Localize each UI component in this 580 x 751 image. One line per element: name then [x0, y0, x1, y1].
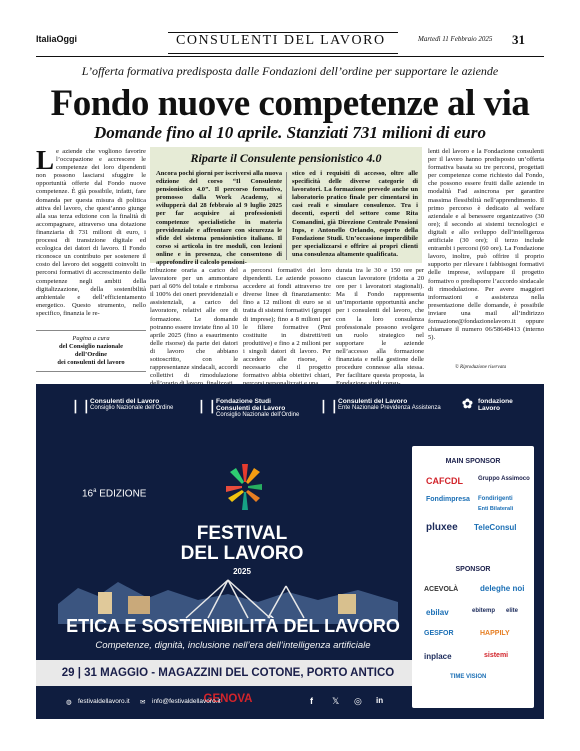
pull-quote-line-2: del Consiglio nazionale: [59, 343, 123, 350]
header-rule: [36, 56, 544, 57]
edition-word: EDIZIONE: [96, 488, 147, 500]
logo-2-sub: Consiglio Nazionale dell’Ordine: [216, 412, 300, 418]
sponsor-fondimpresa: Fondimpresa: [426, 496, 470, 503]
issue-date: Martedì 11 Febbraio 2025: [418, 35, 493, 43]
facebook-icon[interactable]: f: [310, 696, 313, 706]
edition-suffix: a: [93, 488, 97, 494]
festival-email[interactable]: info@festivaldellavoro.it: [152, 698, 221, 705]
newspaper-brand: ItaliaOggi: [36, 34, 78, 44]
edition-label: [82, 488, 146, 499]
festival-star-logo-icon: [220, 458, 270, 516]
festival-slogan: ETICA E SOSTENIBILITÀ DEL LAVORO: [66, 616, 400, 636]
festival-city: GENOVA: [203, 693, 253, 705]
logo-enpacl: [338, 398, 441, 412]
pull-quote-line-3: dell’Ordine: [74, 351, 108, 358]
logo-4-name: fondazione Lavoro: [478, 398, 513, 412]
cdl-logo-icon: ❘❘: [70, 398, 92, 413]
sponsor-sistemi: sistemi: [484, 652, 509, 659]
linkedin-icon[interactable]: in: [376, 696, 384, 705]
festival-title: [180, 524, 304, 564]
festival-tagline: Competenze, dignità, inclusione nell’era dell’intelligenza artificiale: [95, 640, 371, 651]
sponsor-pluxee: pluxee: [426, 522, 458, 533]
logo-1-name: Consulenti del Lavoro: [90, 398, 160, 405]
logo-3-sub: Ente Nazionale Previdenza Assistenza: [338, 405, 441, 411]
logo-1-sub: Consiglio Nazionale dell’Ordine: [90, 405, 174, 411]
globe-icon: ◍: [66, 699, 72, 706]
column-1-text: e aziende che vogliono favorire l’occupazione e accrescere le competenze dei loro dipendenti non possono lasciarsi sfuggire le opportunità offerte dal Fondo nuove competenze. È già possibile, infatti, fare domanda per questa misura di politica attiva del lavoro, che quest’anno giunge alla sua terza edizione con la finalità di accompagnare, attraverso una dotazione finanziaria di 731 milioni di euro, i processi di transizione digitale ed ecologica dei datori di lavoro. Il Fondo riconosce un contributo per sostenere il costo del lavoro dei soggetti coinvolti in percorsi formativi di accrescimento delle competenze negli ambiti della digitalizzazione, della sostenibilità ambientale e dell’efficientamento energetico. Questo strumento, nello specifico, finanzia le re-: [36, 148, 146, 317]
logo-fondazione-studi: [216, 398, 306, 419]
main-sponsor-title: MAIN SPONSOR: [445, 458, 501, 465]
sponsor-acevola: ACEVOLÀ: [424, 586, 459, 593]
festival-dates: 29 | 31 MAGGIO - MAGAZZINI DEL COTONE, PORTO ANTICO: [61, 667, 395, 679]
enpacl-logo-icon: ❘❘: [318, 398, 340, 413]
sponsor-ebilav: ebilav: [426, 608, 449, 617]
logo-consulenti-cno: [90, 398, 173, 412]
sponsor-happily: HAPPILY: [480, 630, 510, 637]
sponsor-cafcdl: CAFCDL: [426, 476, 463, 486]
sponsor-time-vision: TIME VISION: [450, 674, 487, 680]
sidebar-box-divider: [286, 172, 287, 260]
sponsor-gesfor: GESFOR: [424, 630, 454, 637]
festival-title-line-2: DEL LAVORO: [180, 543, 304, 564]
fondazione-lavoro-logo-icon: ✿: [462, 396, 473, 411]
sponsor-panel: [412, 446, 534, 708]
section-title: CONSULENTI DEL LAVORO: [176, 33, 386, 48]
mail-icon: ✉: [140, 699, 146, 706]
sponsor-deleghe: deleghe noi: [480, 584, 525, 593]
ad-logo-bar: [36, 392, 544, 422]
sponsor-elite: elite: [506, 608, 519, 614]
x-icon[interactable]: 𝕏: [332, 696, 340, 706]
instagram-icon[interactable]: ◎: [354, 696, 362, 706]
ad-footer: [36, 694, 420, 714]
article-subhead: Domande fino al 10 aprile. Stanziati 731 milioni di euro: [94, 123, 486, 142]
pull-quote-line-1: Pagina a cura: [72, 335, 110, 342]
article-kicker: L’offerta formativa predisposta dalle Fondazioni dell’ordine per supportare le aziende: [81, 64, 499, 78]
sidebar-box-title: Riparte il Consulente pensionistico 4.0: [190, 151, 382, 165]
pull-quote: [36, 330, 146, 372]
drop-cap: L: [36, 145, 55, 175]
sponsor-inplace: inplace: [424, 652, 452, 661]
article-column-4: durata tra le 30 e 150 ore per ciascun lavoratore (ridotta a 20 ore per i lavoratori stagionali). Ma il Fondo rappresenta un’importante opportunità anche per i consulenti del lavoro, che con la loro consulenza professionale possono svolgere un ruolo strategico nel supportare le aziende nell’accesso alla formazione finanziata e nella gestione delle procedure connesse alla stessa. Per facilitare questa proposta, la: [336, 267, 424, 380]
sponsor-enti-bilaterali: Enti Bilaterali: [478, 506, 514, 512]
article-headline: Fondo nuove competenze al via: [50, 83, 530, 124]
logo-fondazione-lavoro: [478, 398, 530, 412]
article-column-2: tribuzione oraria a carico del lavoratore per un ammontare pari al 60% del totale e rimborsa il 100% dei oneri previdenziali e assistenziali, a carico del lavoratore, relativi alle ore di formazione. Le domande potranno essere inviate fino al 10 aprile 2025 (fino a esaurimento delle risorse) da parte dei datori di lavoro che abbiano sottoscritto, con le rappresentanze sindacali, accordi collettivi di rimodulazione: [150, 267, 238, 380]
festival-website[interactable]: festivaldellavoro.it: [78, 698, 130, 705]
logo-2-name: Fondazione Studi Consulenti del Lavoro: [216, 398, 286, 412]
article-column-5: lenti del lavoro e la Fondazione consulenti per il lavoro hanno predisposto un’offerta formativa basata su tre percorsi, progettati per competenze come richiesto dal Fondo, che possono essere fruiti dalle aziende in modalità Fad asincrona per garantire massima flessibilità nell’apprendimento. Il primo percorso è dedicato al welfare aziendale e al benessere organizzativo (30 ore); il secondo ai sistemi tecnologici e digitali e allo sviluppo dell’intelligenza artificiale (30 ore); il terzo include entrambi i percorsi (60 ore). La Fondazione lavoro, inoltre, può offrire il proprio supporto per rilevare i fabbisogni formativi delle imprese, sviluppare il progetto formativo o predisporre l’accordo sindacale di rimodulazione. Per avere maggiori informazioni e assistenza nella presentazione delle domande, è possibile inviare una mail all’indirizzo formazione@fondazionelavoro.it oppure chiamare il numero 06/58648413 (interno 5).: [428, 148, 544, 342]
article-column-3: a percorsi formativi dei loro dipendenti. Le aziende possono accedere ai fondi attraverso tre diverse linee di finanziamento: fino a 12 milioni di euro se si tratta di sistemi formativi (gruppi di imprese); fino a 8 milioni per le filiere formative (Pmi costituite in distretti/reti produttive) e fino a 2 milioni per i singoli datori di lavoro. Per accedere alle risorse, è necessario che il progetto formativo abbia obiettivi chiari,: [243, 267, 331, 380]
article-column-1: [36, 145, 146, 326]
sidebar-box-text-left: Ancora pochi giorni per iscriversi alla nuova edizione del corso “Il Consulente pensionistico 4.0”. Il percorso formativo, promosso dalla Work Academy, si svilupperà dal 28 febbraio al 9 luglio 2025 per far acquisire ai professionisti competenze specialistiche in materia previdenziale e affrontare con sicurezza le sfide del sistema pensionistico italiano. Il corso si articola in tre moduli, con lezioni online e in presenza, che consentono di approfondire il calcolo pensioni-: [156, 170, 282, 267]
copyright-note: © Riproduzione riservata: [455, 365, 507, 370]
sponsor-teleconsul: TeleConsul: [474, 523, 517, 532]
sponsor-title: SPONSOR: [455, 566, 491, 573]
page-number: 31: [512, 32, 525, 47]
fondazione-studi-logo-icon: ❘❘: [196, 398, 218, 413]
festival-title-line-1: FESTIVAL: [196, 523, 288, 544]
festival-year: 2025: [233, 567, 251, 576]
festival-advertisement: [36, 384, 544, 719]
sponsor-fondirigenti: Fondirigenti: [478, 496, 513, 502]
pull-quote-line-4: dei consulenti del lavoro: [57, 359, 125, 366]
sidebar-box-text-right: stico ed i requisiti di accesso, oltre alle specificità delle diverse categorie di lavoratori. La formazione prevede anche un laboratorio pratico finale per cimentarsi in casi reali e simulare consulenze. Tra i docenti, esperti del settore come Rita Comandini, già Direzione Centrale Pensioni Inps, e Antonello Orlando, esperto della Fondazione Studi. Un’occasione imperdibile per specializzarsi e offrire ai propri clienti una consulenza altamente qualificata.: [292, 170, 418, 258]
edition-number: 16: [82, 488, 94, 500]
sponsor-ebitemp: ebitemp: [472, 608, 496, 614]
logo-3-name: Consulenti del Lavoro: [338, 398, 408, 405]
sponsor-assimoco: Gruppo Assimoco: [478, 476, 530, 482]
